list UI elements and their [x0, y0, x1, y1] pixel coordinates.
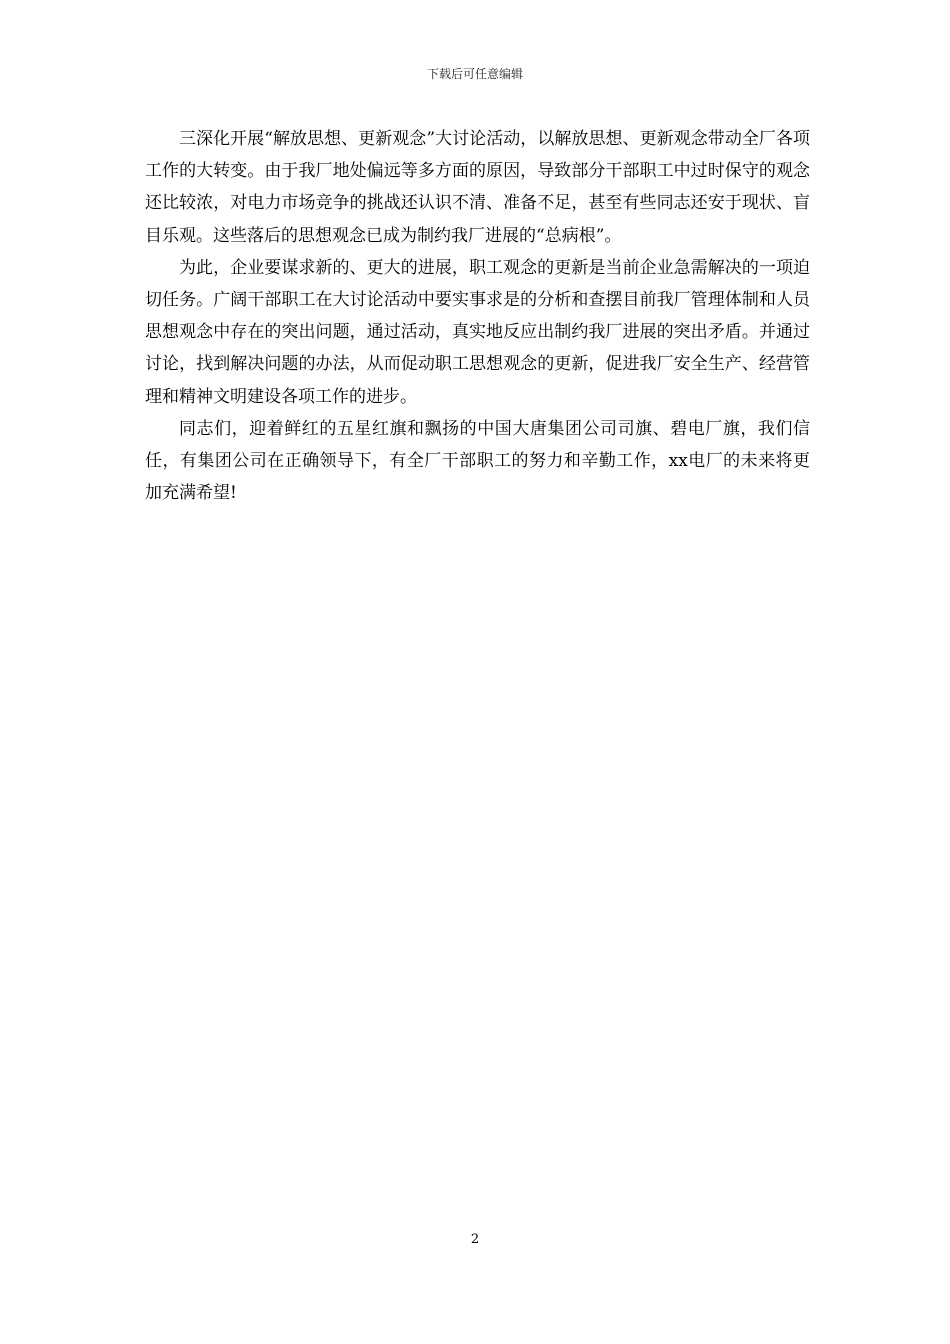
- page-number: 2: [470, 1232, 480, 1247]
- page-header-note: 下载后可任意编辑: [426, 67, 523, 81]
- paragraph-1: 三深化开展“解放思想、更新观念”大讨论活动，以解放思想、更新观念带动全厂各项工作的大转变。由于我厂地处偏远等多方面的原因，导致部分干部职工中过时保守的观念还比较浓，对电力市场竞争的挑战还认识不清、准备不足，甚至有些同志还安于现状、盲目乐观。这些落后的思想观念已成为制约我厂进展的“总病根”。: [145, 129, 810, 246]
- document-body: [145, 123, 810, 509]
- paragraph-3: 同志们，迎着鲜红的五星红旗和飘扬的中国大唐集团公司司旗、碧电厂旗，我们信任，有集团公司在正确领导下，有全厂干部职工的努力和辛勤工作，xx电厂的未来将更加充满希望!: [145, 418, 810, 504]
- paragraph-2: 为此，企业要谋求新的、更大的进展，职工观念的更新是当前企业急需解决的一项迫切任务。广阔干部职工在大讨论活动中要实事求是的分析和查摆目前我厂管理体制和人员思想观念中存在的突出问题，通过活动，真实地反应出制约我厂进展的突出矛盾。并通过讨论，找到解决问题的办法，从而促动职工思想观念的更新，促进我厂安全生产、经营管理和精神文明建设各项工作的进步。: [145, 257, 810, 407]
